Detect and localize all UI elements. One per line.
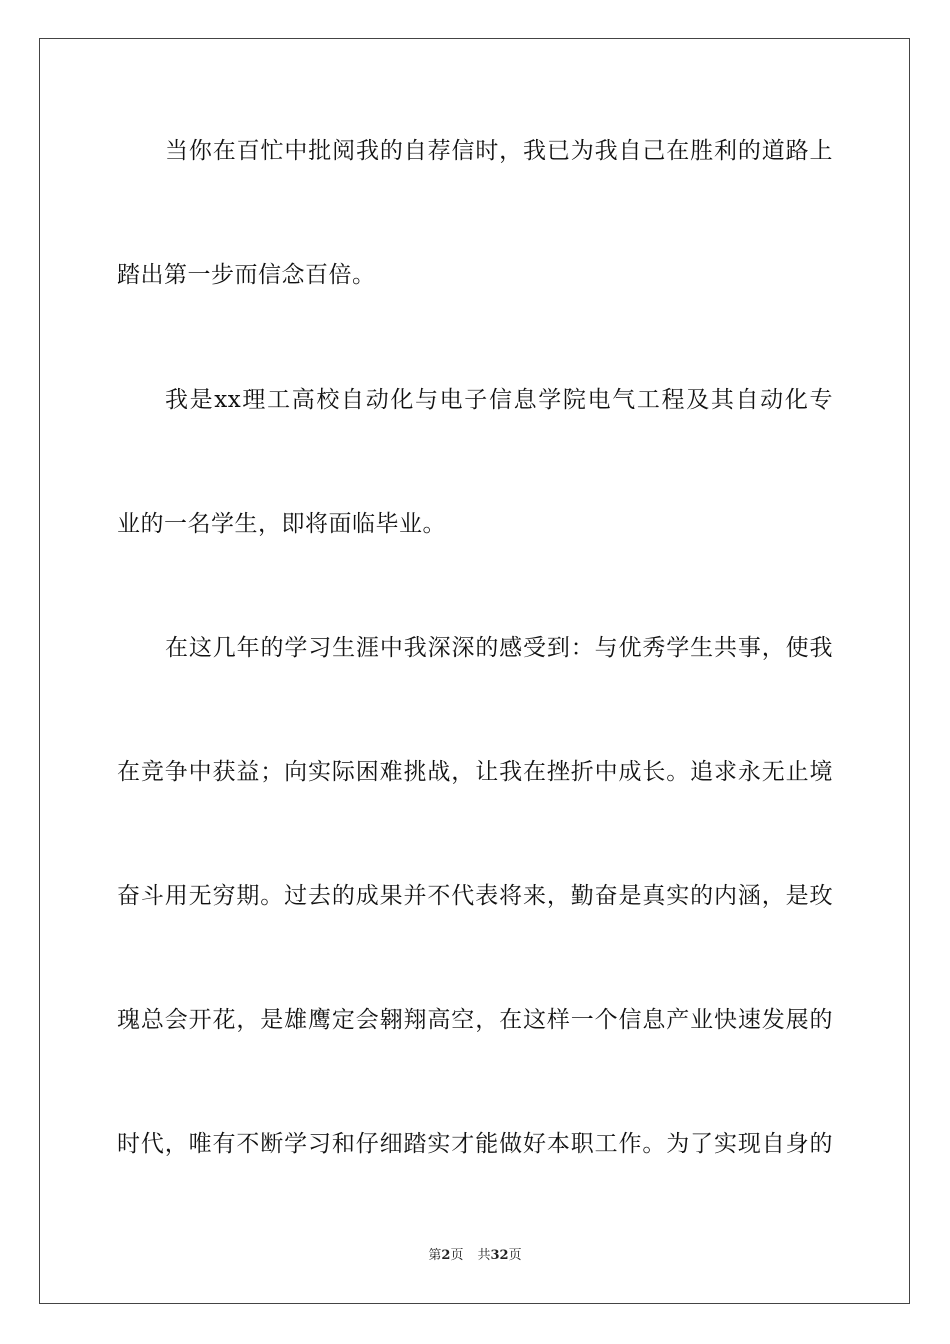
page-border bbox=[39, 38, 910, 1304]
paragraph-1-line-2: 踏出第一步而信念百倍。 bbox=[117, 262, 376, 288]
page-footer bbox=[0, 1248, 950, 1264]
paragraph-3-line-4: 瑰总会开花，是雄鹰定会翱翔高空，在这样一个信息产业快速发展的 bbox=[117, 1007, 833, 1033]
page-number: 2 bbox=[441, 1248, 451, 1263]
paragraph-2-line-2: 业的一名学生，即将面临毕业。 bbox=[117, 511, 446, 537]
paragraph-1-line-1: 当你在百忙中批阅我的自荐信时，我已为我自己在胜利的道路上 bbox=[165, 138, 833, 164]
page-suffix: 页 bbox=[450, 1248, 464, 1263]
paragraph-3-line-1: 在这几年的学习生涯中我深深的感受到：与优秀学生共事，使我 bbox=[165, 635, 833, 661]
page-prefix: 第 bbox=[428, 1248, 442, 1263]
paragraph-3-line-3: 奋斗用无穷期。过去的成果并不代表将来，勤奋是真实的内涵，是玫 bbox=[117, 883, 833, 909]
paragraph-3-line-5: 时代，唯有不断学习和仔细踏实才能做好本职工作。为了实现自身的 bbox=[117, 1131, 833, 1157]
paragraph-2-line-1: 我是xx理工高校自动化与电子信息学院电气工程及其自动化专 bbox=[165, 387, 833, 413]
total-suffix: 页 bbox=[508, 1248, 522, 1263]
paragraph-3-line-2: 在竞争中获益；向实际困难挑战，让我在挫折中成长。追求永无止境 bbox=[117, 759, 833, 785]
total-pages: 32 bbox=[490, 1248, 509, 1263]
total-prefix: 共 bbox=[477, 1248, 491, 1263]
